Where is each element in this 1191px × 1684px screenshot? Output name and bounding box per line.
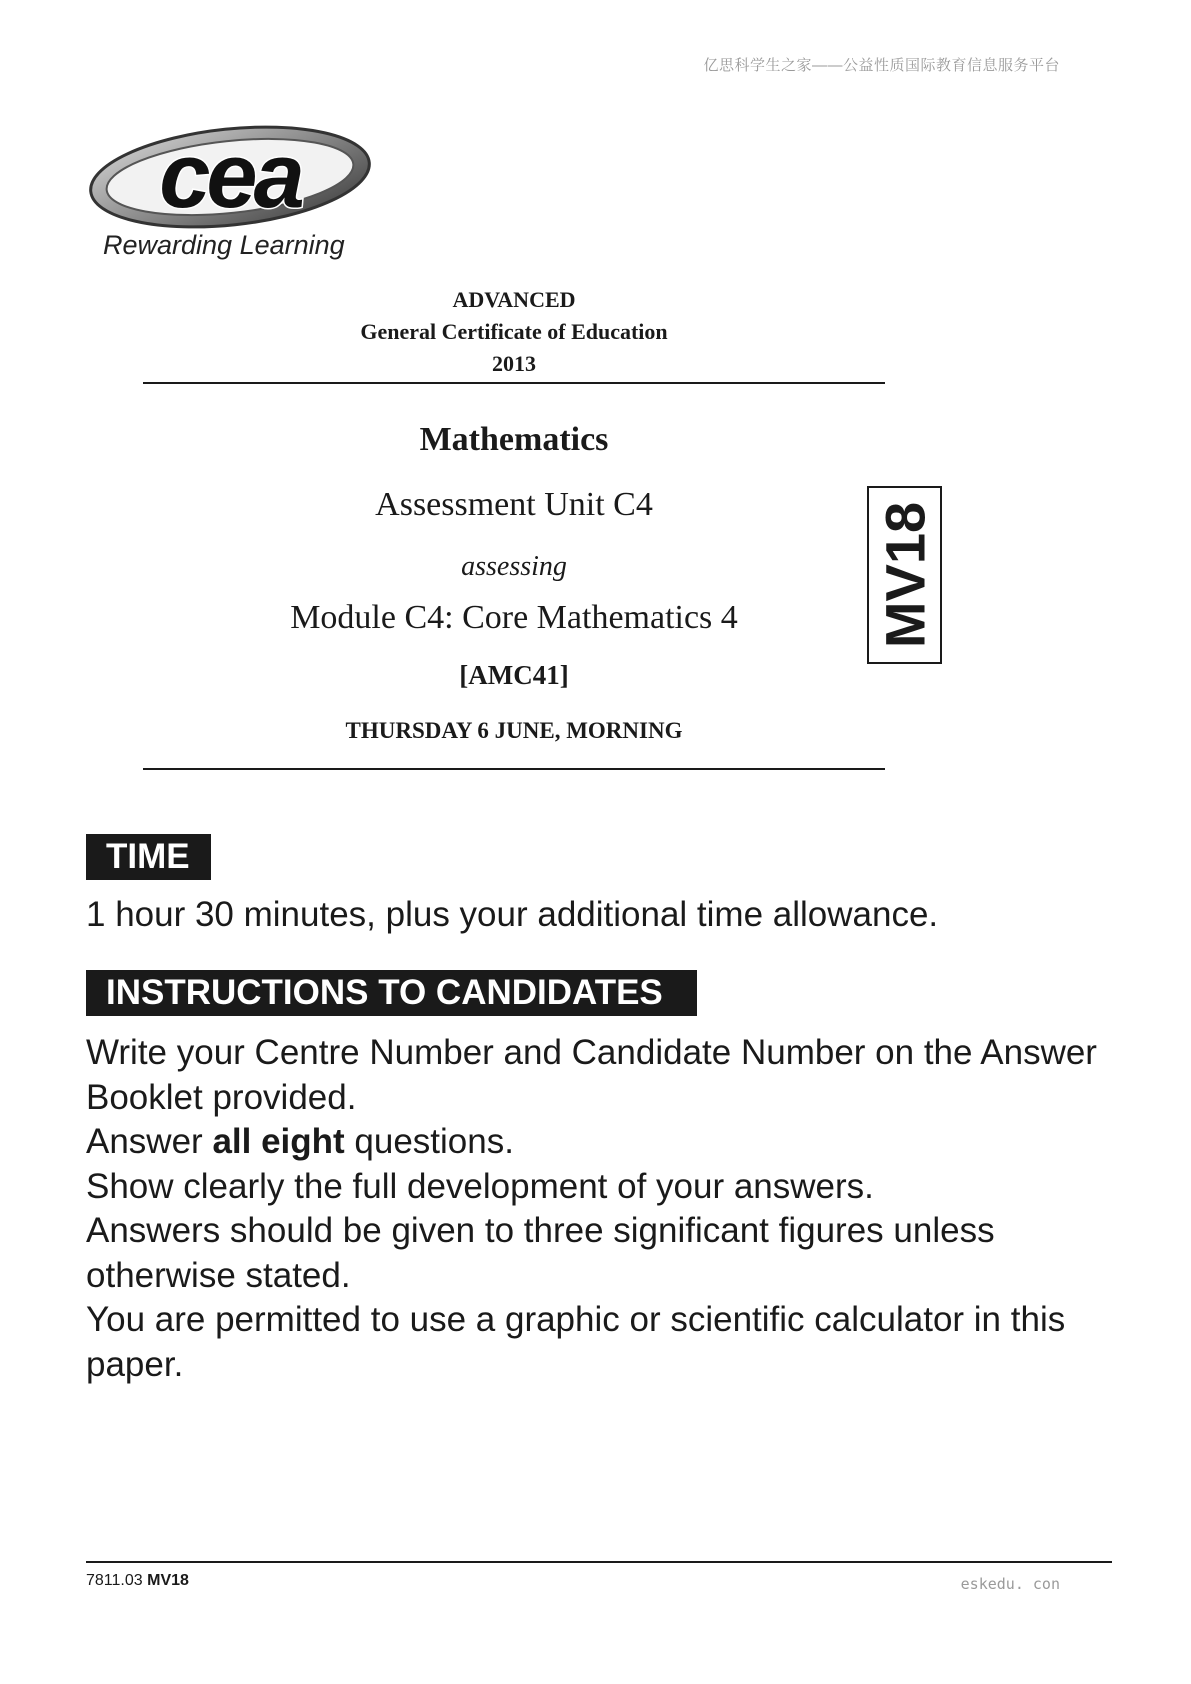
time-label: TIME [86, 834, 211, 880]
footer-reference [86, 1572, 189, 1590]
paper-code: MV18 [873, 501, 936, 649]
exam-date: THURSDAY 6 JUNE, MORNING [345, 718, 683, 743]
footer-divider [86, 1561, 1112, 1563]
instructions-label: INSTRUCTIONS TO CANDIDATES [86, 970, 697, 1016]
year-heading: 2013 [492, 351, 536, 376]
instruction-answer-all [86, 1120, 1126, 1165]
instruction-show-working: Show clearly the full development of your answers. [86, 1166, 874, 1206]
instructions-list [86, 1031, 1126, 1387]
instruction-centre-number: Write your Centre Number and Candidate Number on the Answer Booklet provided. [86, 1033, 1097, 1117]
level-heading: ADVANCED [452, 287, 576, 312]
logo-tagline: Rewarding Learning [103, 230, 345, 260]
instruction-text: Answer [86, 1122, 213, 1161]
header-divider [143, 382, 885, 384]
watermark-bottom: eskedu. con [960, 1575, 1060, 1593]
instruction-calculator: You are permitted to use a graphic or scientific calculator in this paper. [86, 1300, 1066, 1384]
paper-code-box [867, 486, 942, 664]
logo-text: cea [159, 125, 301, 227]
assessment-unit: Assessment Unit C4 [375, 486, 653, 523]
instruction-text: questions. [344, 1122, 514, 1161]
instruction-emphasis: all eight [212, 1122, 345, 1161]
instruction-significant-figures: Answers should be given to three significant figures unless otherwise stated. [86, 1211, 995, 1295]
cea-logo [85, 125, 375, 235]
footer-code: MV18 [147, 1572, 189, 1589]
exam-code: [AMC41] [459, 660, 569, 690]
time-text: 1 hour 30 minutes, plus your additional time allowance. [86, 895, 939, 934]
title-divider [143, 768, 885, 770]
footer-number: 7811.03 [86, 1572, 143, 1589]
assessing-label: assessing [461, 551, 567, 582]
subject-title: Mathematics [419, 421, 609, 458]
qualification-heading: General Certificate of Education [360, 319, 668, 344]
watermark-top: 亿思科学生之家——公益性质国际教育信息服务平台 [703, 57, 1060, 74]
module-title: Module C4: Core Mathematics 4 [290, 599, 738, 636]
